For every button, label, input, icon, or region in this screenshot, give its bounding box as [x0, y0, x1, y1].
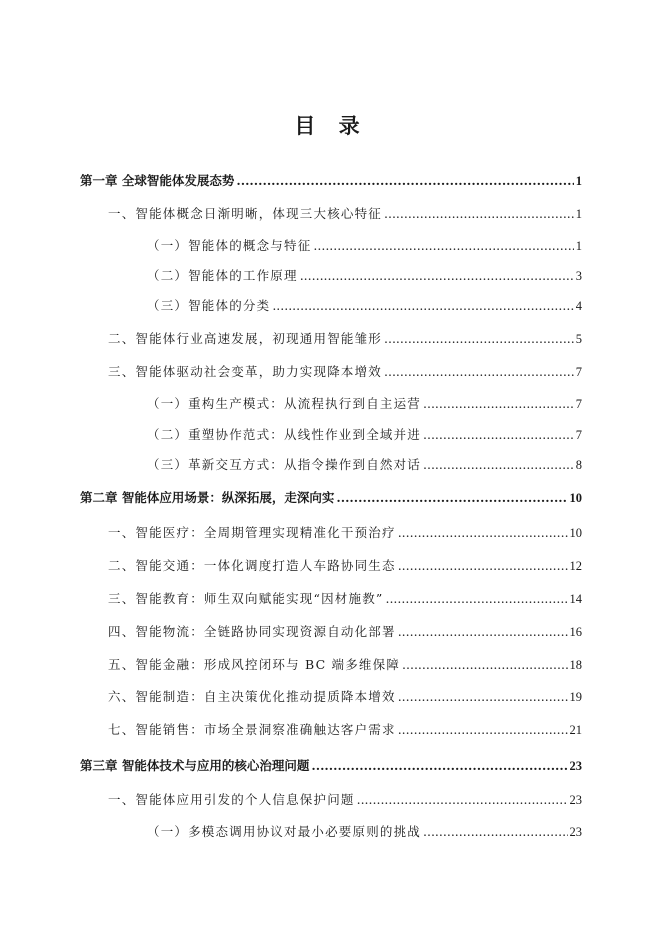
toc-entry-page: 8 [575, 458, 582, 472]
toc-entry-page: 19 [569, 690, 582, 704]
toc-entry-page: 3 [575, 269, 582, 283]
toc-leader-dots [398, 624, 568, 639]
toc-entry-text: 三、智能教育：师生双向赋能实现“因材施教” [108, 591, 384, 606]
toc-entry-section[interactable] [108, 556, 582, 576]
toc-entry-text: 第二章 智能体应用场景：纵深拓展，走深向实 [80, 490, 335, 505]
page-title: 目 录 [294, 113, 368, 138]
toc-entry-text: 三、智能体驱动社会变革，助力实现降本增效 [108, 364, 383, 379]
toc-leader-dots [384, 364, 574, 379]
toc-entry-page: 16 [569, 625, 582, 639]
toc-entry-text: 二、智能交通：一体化调度打造人车路协同生态 [108, 558, 396, 573]
toc-leader-dots [385, 591, 567, 606]
toc-entry-page: 1 [575, 207, 582, 221]
toc-leader-dots [384, 206, 574, 221]
toc-entry-text: 一、智能体应用引发的个人信息保护问题 [108, 792, 355, 807]
toc-entry-text: （三）智能体的分类 [147, 298, 271, 313]
toc-entry-section[interactable] [108, 622, 582, 642]
toc-entry-subsection[interactable] [147, 236, 582, 256]
toc-entry-text: 一、智能医疗：全周期管理实现精准化干预治疗 [108, 525, 396, 540]
toc-leader-dots [300, 268, 574, 283]
toc-entry-page: 7 [575, 428, 582, 442]
toc-entry-page: 10 [569, 526, 582, 540]
toc-leader-dots [384, 331, 574, 346]
toc-entry-text: 四、智能物流：全链路协同实现资源自动化部署 [108, 624, 396, 639]
toc-entry-subsection[interactable] [147, 296, 582, 316]
toc-entry-section[interactable] [108, 589, 582, 609]
toc-leader-dots [313, 238, 573, 253]
toc-entry-page: 7 [575, 365, 582, 379]
toc-entry-text: 七、智能销售：市场全景洞察准确触达客户需求 [108, 722, 396, 737]
toc-entry-page: 1 [575, 239, 582, 253]
toc-entry-text: （三）革新交互方式：从指令操作到自然对话 [147, 457, 422, 472]
toc-entry-text: （二）智能体的工作原理 [147, 268, 298, 283]
toc-entry-page: 1 [575, 174, 582, 188]
toc-entry-text: 六、智能制造：自主决策优化推动提质降本增效 [108, 689, 396, 704]
toc-entry-text: 第一章 全球智能体发展态势 [80, 173, 235, 188]
toc-entry-text: （一）多模态调用协议对最小必要原则的挑战 [147, 824, 422, 839]
toc-leader-dots [423, 457, 574, 472]
toc-entry-page: 21 [569, 723, 582, 737]
toc-leader-dots [236, 173, 573, 188]
toc-entry-section[interactable] [108, 523, 582, 543]
toc-entry-section[interactable] [108, 790, 582, 810]
toc-entry-page: 18 [569, 658, 582, 672]
toc-leader-dots [423, 396, 574, 411]
toc-leader-dots [398, 525, 568, 540]
toc-leader-dots [398, 689, 568, 704]
toc-leader-dots [423, 427, 574, 442]
toc-entry-page: 4 [575, 299, 582, 313]
toc-entry-text: 第三章 智能体技术与应用的核心治理问题 [80, 758, 310, 773]
toc-leader-dots [398, 558, 568, 573]
toc-entry-subsection[interactable] [147, 822, 582, 842]
toc-leader-dots [272, 298, 573, 313]
toc-entry-section[interactable] [108, 655, 582, 675]
toc-entry-page: 12 [569, 559, 582, 573]
toc-entry-text: （一）重构生产模式：从流程执行到自主运营 [147, 396, 422, 411]
toc-entry-subsection[interactable] [147, 455, 582, 475]
toc-entry-page: 5 [575, 332, 582, 346]
toc-entry-text: 二、智能体行业高速发展，初现通用智能雏形 [108, 331, 383, 346]
toc-entry-page: 23 [569, 793, 582, 807]
toc-leader-dots [311, 758, 567, 773]
toc-leader-dots [398, 722, 568, 737]
toc-entry-page: 7 [575, 397, 582, 411]
toc-entry-page: 23 [569, 825, 582, 839]
toc-leader-dots [357, 792, 568, 807]
toc-entry-section[interactable] [108, 720, 582, 740]
toc-entry-section[interactable] [108, 204, 582, 224]
toc-entry-text: 五、智能金融：形成风控闭环与 BC 端多维保障 [108, 657, 401, 672]
toc-entry-subsection[interactable] [147, 266, 582, 286]
toc-entry-subsection[interactable] [147, 425, 582, 445]
toc-entry-section[interactable] [108, 329, 582, 349]
toc-entry-page: 10 [569, 491, 582, 505]
toc-leader-dots [336, 490, 567, 505]
toc-entry-section[interactable] [108, 687, 582, 707]
toc-entry-page: 23 [569, 759, 582, 773]
toc-entry-chapter[interactable] [80, 488, 582, 508]
toc-entry-chapter[interactable] [80, 756, 582, 776]
toc-entry-chapter[interactable] [80, 171, 582, 191]
toc-entry-subsection[interactable] [147, 394, 582, 414]
toc-leader-dots [423, 824, 567, 839]
toc-leader-dots [402, 657, 567, 672]
toc-entry-text: 一、智能体概念日渐明晰，体现三大核心特征 [108, 206, 383, 221]
toc-entry-page: 14 [569, 592, 582, 606]
toc-entry-section[interactable] [108, 362, 582, 382]
toc-entry-text: （一）智能体的概念与特征 [147, 238, 312, 253]
toc-entry-text: （二）重塑协作范式：从线性作业到全域并进 [147, 427, 422, 442]
